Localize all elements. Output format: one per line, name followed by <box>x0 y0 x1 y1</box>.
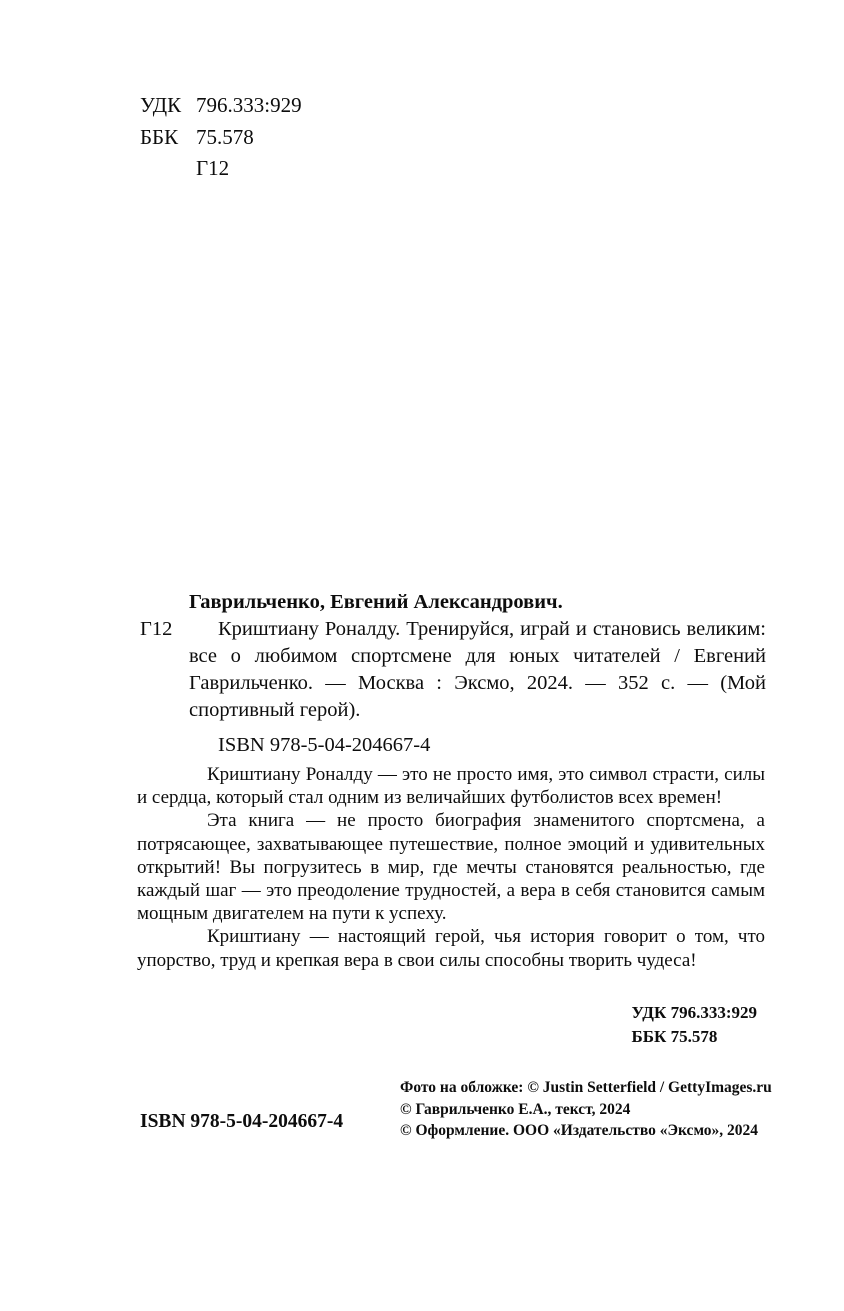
author-sign-row <box>140 153 302 185</box>
cover-photo-credit-line: Фото на обложке: © Justin Setterfield / GettyImages.ru <box>400 1079 772 1096</box>
annotation-paragraph-2: Эта книга — не просто биография знаменитого спортсмена, а потрясающее, захватывающее путешествие, полное эмоций и удивительных открытий! Вы погрузитесь в мир, где мечты становятся реальностью, где каждый шаг — это преодоление трудностей, а вера в себя становится самым мощным двигателем на пути к успеху. <box>137 810 765 925</box>
author-sign-spacer <box>140 153 196 185</box>
udk-value: 796.333:929 <box>196 93 302 117</box>
publisher-copyright-line: © Оформление. ООО «Издательство «Эксмо», 2024 <box>400 1122 759 1140</box>
author-heading: Гаврильченко, Евгений Александрович. <box>189 591 563 613</box>
author-copyright-line: © Гаврильченко Е.А., текст, 2024 <box>400 1100 631 1118</box>
author-sign-value: Г12 <box>196 156 230 180</box>
udk-label: УДК <box>140 93 182 117</box>
isbn-record-line: ISBN 978-5-04-204667-4 <box>218 734 431 756</box>
bbk-code-row <box>140 122 302 154</box>
annotation-paragraph-3: Криштиану — настоящий герой, чья история говорит о том, что упорство, труд и крепкая вера в свои силы способны творить чудеса! <box>137 926 765 971</box>
copyright-block <box>400 1077 772 1142</box>
annotation-block <box>137 763 765 972</box>
udk-code-row <box>140 90 302 122</box>
bbk-label: ББК <box>140 124 179 149</box>
isbn-bottom-line: ISBN 978-5-04-204667-4 <box>140 1111 344 1132</box>
udk-footer-line: УДК 796.333:929 <box>631 1003 757 1022</box>
bbk-footer-line: ББК 75.578 <box>631 1026 718 1046</box>
bibliographic-record <box>140 589 766 759</box>
bbk-value: 75.578 <box>196 124 254 149</box>
annotation-paragraph-1: Криштиану Роналду — это не просто имя, это символ страсти, силы и сердца, который стал одним из величайших футболистов всех времен! <box>137 764 765 809</box>
author-sign-margin: Г12 <box>140 618 173 640</box>
bibliographic-description: Криштиану Роналду. Тренируйся, играй и становись великим: все о любимом спортсмене для юных читателей / Евгений Гаврильченко. — Москва : Эксмо, 2024. — 352 с. — (Мой спортивный герой). <box>189 618 766 721</box>
catalog-codes-block <box>140 90 302 185</box>
classification-footer <box>632 1001 757 1048</box>
